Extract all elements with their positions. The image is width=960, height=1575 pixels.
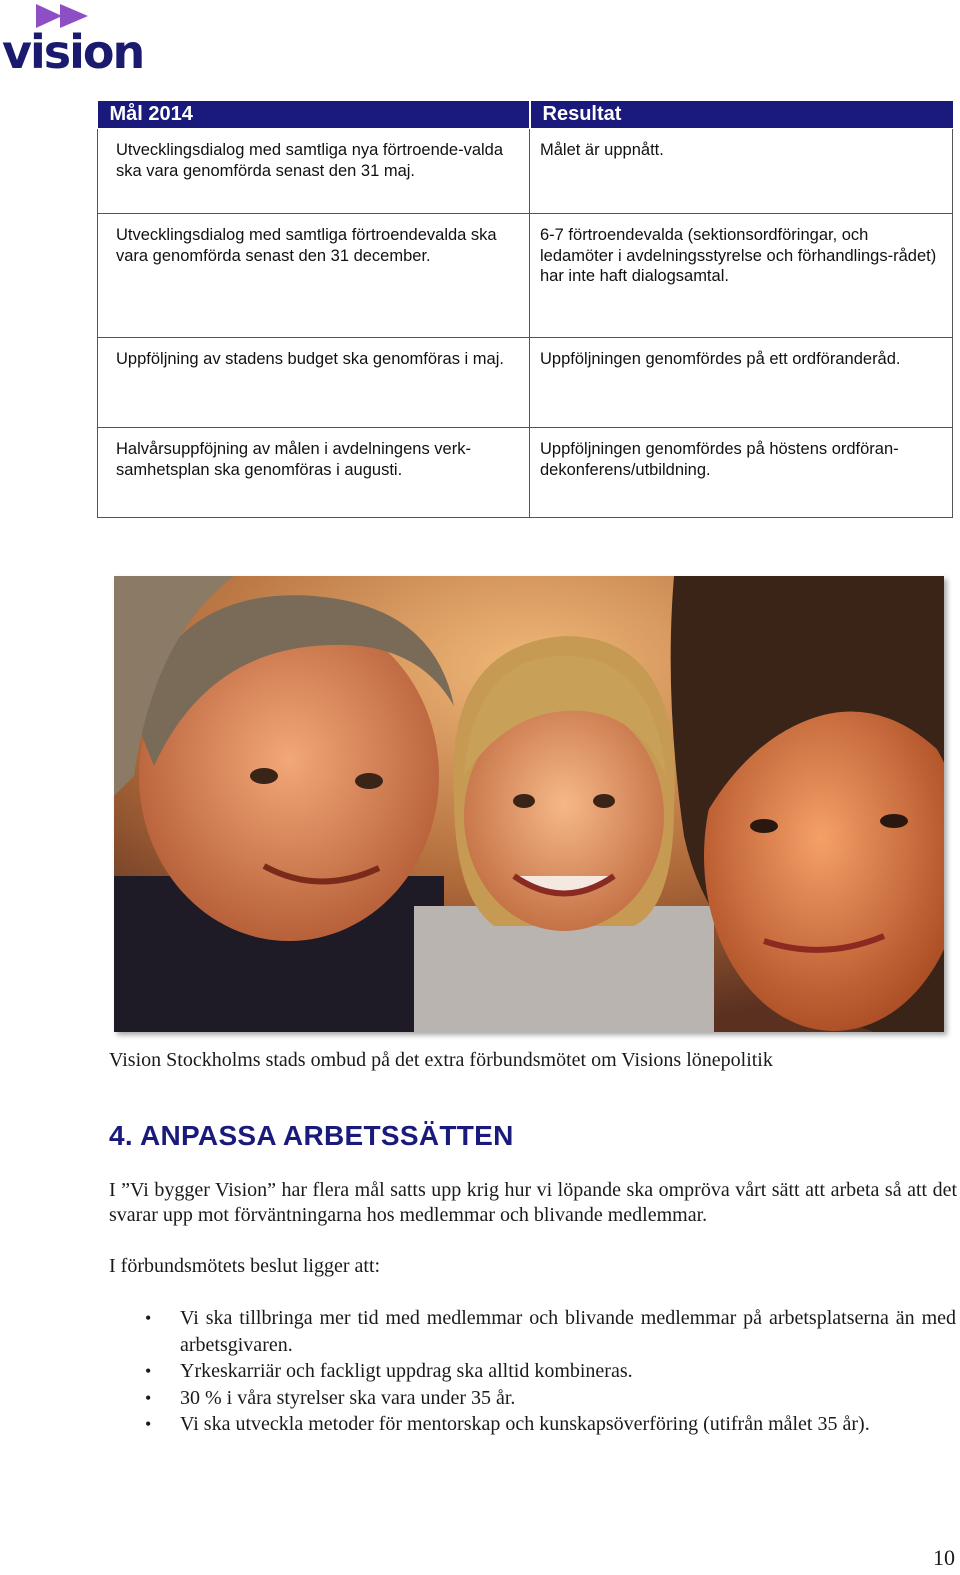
- page-number: 10: [933, 1545, 955, 1570]
- bullet-icon: •: [145, 1387, 152, 1408]
- vision-logo: [0, 0, 160, 80]
- group-photo: [114, 576, 944, 1032]
- result-cell: Målet är uppnått.: [530, 129, 953, 214]
- table-row: [98, 129, 953, 214]
- table-row: [98, 428, 953, 518]
- goal-cell: Utvecklingsdialog med samtliga nya förtroende-valda ska vara genomförda senast den 31 maj.: [98, 129, 530, 214]
- header-result: Resultat: [530, 101, 953, 129]
- goal-cell: Uppföljning av stadens budget ska genomföras i maj.: [98, 338, 530, 428]
- result-cell: 6-7 förtroendevalda (sektionsordföringar, och ledamöter i avdelningsstyrelse och förhandlings-rådet) har inte haft dialogsamtal.: [530, 214, 953, 338]
- list-item: [145, 1385, 956, 1412]
- goal-cell: Halvårsuppföjning av målen i avdelningens verk-samhetsplan ska genomföras i augusti.: [98, 428, 530, 518]
- list-item-text: Vi ska utveckla metoder för mentorskap och kunskapsöverföring (utifrån målet 35 år).: [180, 1413, 870, 1435]
- photo-caption: Vision Stockholms stads ombud på det extra förbundsmötet om Visions lönepolitik: [109, 1049, 773, 1071]
- result-cell: Uppföljningen genomfördes på ett ordföranderåd.: [530, 338, 953, 428]
- table-row: [98, 338, 953, 428]
- goals-table: [97, 101, 953, 518]
- list-item: [145, 1305, 956, 1358]
- list-item: [145, 1411, 956, 1438]
- result-cell: Uppföljningen genomfördes på höstens ordföran-dekonferens/utbildning.: [530, 428, 953, 518]
- list-item-text: Yrkeskarriär och fackligt uppdrag ska alltid kombineras.: [180, 1360, 633, 1382]
- header-goal: Mål 2014: [98, 101, 530, 129]
- list-item-text: 30 % i våra styrelser ska vara under 35 år.: [180, 1386, 516, 1409]
- bullet-icon: •: [145, 1361, 152, 1381]
- decision-paragraph: I förbundsmötets beslut ligger att:: [109, 1255, 381, 1277]
- bullet-icon: •: [145, 1414, 152, 1434]
- decision-list: [145, 1305, 956, 1438]
- bullet-icon: •: [145, 1308, 152, 1328]
- section-heading: 4. ANPASSA ARBETSSÄTTEN: [109, 1120, 514, 1151]
- table-row: [98, 214, 953, 338]
- goal-cell: Utvecklingsdialog med samtliga förtroendevalda ska vara genomförda senast den 31 december.: [98, 214, 530, 338]
- list-item: [145, 1358, 956, 1385]
- table-header-row: [98, 101, 953, 129]
- list-item-text: Vi ska tillbringa mer tid med medlemmar och blivande medlemmar på arbetsplatserna än med arbetsgivaren.: [180, 1307, 956, 1356]
- intro-paragraph: I ”Vi bygger Vision” har flera mål satts upp krig hur vi löpande ska ompröva vårt sätt att arbeta så att det svarar upp mot förväntningarna hos medlemmar och blivande medlemmar.: [109, 1179, 957, 1226]
- svg-text:vision: vision: [2, 25, 144, 79]
